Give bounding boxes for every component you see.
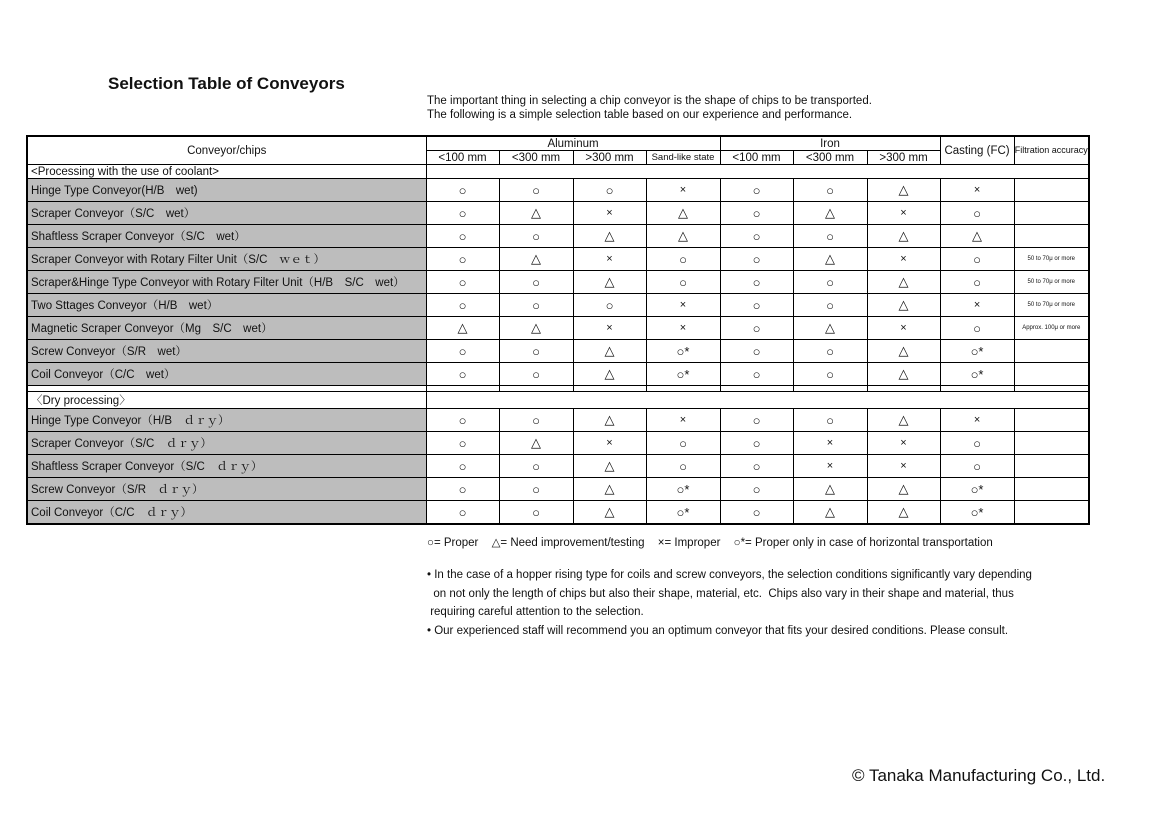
- rating-cell: △: [867, 363, 940, 386]
- rating-cell: ○: [720, 409, 793, 432]
- rating-cell: ○: [940, 271, 1014, 294]
- table-row: [27, 294, 1089, 317]
- rating-cell: ○: [793, 409, 867, 432]
- rating-cell: ×: [573, 317, 646, 340]
- table-row: [27, 409, 1089, 432]
- rating-cell: ○: [720, 478, 793, 501]
- rating-cell: △: [867, 501, 940, 525]
- rating-cell: ○: [426, 455, 499, 478]
- group-header-aluminum: Aluminum: [426, 136, 720, 151]
- rating-cell: ×: [940, 179, 1014, 202]
- filtration-cell: [1014, 340, 1089, 363]
- rating-cell: ○: [646, 432, 720, 455]
- table-row: [27, 225, 1089, 248]
- rating-cell: ○*: [940, 340, 1014, 363]
- section-blank: [426, 392, 1089, 409]
- rating-cell: ○: [720, 363, 793, 386]
- rating-cell: △: [499, 202, 573, 225]
- rating-cell: △: [499, 317, 573, 340]
- rating-cell: △: [867, 409, 940, 432]
- rating-cell: △: [793, 202, 867, 225]
- page-title: Selection Table of Conveyors: [108, 74, 345, 93]
- table-row: [27, 248, 1089, 271]
- rating-cell: ○: [426, 501, 499, 525]
- table-row: [27, 271, 1089, 294]
- rating-cell: ○: [499, 225, 573, 248]
- rating-cell: ○: [720, 455, 793, 478]
- intro-line: The following is a simple selection table based on our experience and performance.: [427, 108, 853, 121]
- subheader: <100 mm: [720, 151, 793, 165]
- rating-cell: ×: [867, 432, 940, 455]
- rating-cell: ○: [940, 317, 1014, 340]
- rating-cell: △: [867, 225, 940, 248]
- rating-cell: ○: [646, 455, 720, 478]
- rating-cell: ○*: [940, 478, 1014, 501]
- conveyor-name: Screw Conveyor（S/R ｄｒｙ）: [27, 478, 426, 501]
- rating-cell: ○: [720, 294, 793, 317]
- rating-cell: ×: [867, 248, 940, 271]
- rating-cell: △: [940, 225, 1014, 248]
- rating-cell: △: [867, 179, 940, 202]
- conveyor-name: Screw Conveyor（S/R wet）: [27, 340, 426, 363]
- conveyor-name: Shaftless Scraper Conveyor（S/C wet）: [27, 225, 426, 248]
- filtration-cell: [1014, 478, 1089, 501]
- rating-cell: ×: [940, 409, 1014, 432]
- rating-cell: ×: [646, 294, 720, 317]
- legend-need-improvement: △= Need improvement/testing: [491, 537, 645, 549]
- conveyor-name: Scraper Conveyor with Rotary Filter Unit（S/C ｗｅｔ）: [27, 248, 426, 271]
- rating-cell: △: [499, 432, 573, 455]
- rating-cell: ○: [426, 271, 499, 294]
- conveyor-name: Hinge Type Conveyor(H/B wet): [27, 179, 426, 202]
- rating-cell: △: [793, 248, 867, 271]
- legend-improper: ×= Improper: [657, 537, 721, 549]
- conveyor-name: Scraper Conveyor（S/C wet）: [27, 202, 426, 225]
- filtration-cell: [1014, 501, 1089, 525]
- table-row: [27, 179, 1089, 202]
- rating-cell: △: [573, 225, 646, 248]
- rating-cell: ○: [499, 340, 573, 363]
- corner-header: Conveyor/chips: [27, 136, 426, 165]
- rating-cell: ○: [793, 271, 867, 294]
- filtration-cell: Approx. 100μ or more: [1014, 317, 1089, 340]
- rating-cell: ○: [940, 248, 1014, 271]
- rating-cell: ○: [793, 340, 867, 363]
- section-label: <Processing with the use of coolant>: [27, 165, 426, 179]
- rating-cell: ○: [426, 179, 499, 202]
- rating-cell: ×: [940, 294, 1014, 317]
- table-row: [27, 317, 1089, 340]
- rating-cell: ×: [867, 202, 940, 225]
- table-body: [27, 165, 1089, 525]
- rating-cell: ○: [499, 294, 573, 317]
- rating-cell: ○: [426, 478, 499, 501]
- rating-cell: △: [499, 248, 573, 271]
- filtration-cell: [1014, 455, 1089, 478]
- rating-cell: ○*: [940, 501, 1014, 525]
- rating-cell: ○: [426, 225, 499, 248]
- subheader: <100 mm: [426, 151, 499, 165]
- section-blank: [426, 165, 1089, 179]
- filtration-cell: [1014, 409, 1089, 432]
- rating-cell: ×: [573, 432, 646, 455]
- rating-cell: △: [793, 478, 867, 501]
- legend-horizontal-only: ○*= Proper only in case of horizontal transportation: [733, 537, 993, 549]
- rating-cell: ○: [720, 432, 793, 455]
- rating-cell: ○: [720, 317, 793, 340]
- table-row: [27, 478, 1089, 501]
- rating-cell: ○: [720, 179, 793, 202]
- rating-cell: ×: [573, 248, 646, 271]
- conveyor-name: Hinge Type Conveyor（H/B ｄｒｙ）: [27, 409, 426, 432]
- conveyor-name: Shaftless Scraper Conveyor（S/C ｄｒｙ）: [27, 455, 426, 478]
- rating-cell: ○: [720, 271, 793, 294]
- rating-cell: ○: [793, 294, 867, 317]
- rating-cell: ×: [867, 455, 940, 478]
- rating-cell: ○: [573, 179, 646, 202]
- rating-cell: △: [426, 317, 499, 340]
- rating-cell: ○: [646, 271, 720, 294]
- rating-cell: ○: [646, 248, 720, 271]
- conveyor-name: Two Sttages Conveyor（H/B wet）: [27, 294, 426, 317]
- rating-cell: ○: [573, 294, 646, 317]
- legend: [427, 535, 1003, 549]
- note-line: • Our experienced staff will recommend you an optimum conveyor that fits your desired conditions. Please consult.: [427, 624, 1009, 637]
- group-header-iron: Iron: [720, 136, 940, 151]
- copyright: © Tanaka Manufacturing Co., Ltd.: [852, 766, 1106, 785]
- rating-cell: △: [867, 340, 940, 363]
- filtration-cell: [1014, 225, 1089, 248]
- conveyor-name: Scraper&Hinge Type Conveyor with Rotary Filter Unit（H/B S/C wet）: [27, 271, 426, 294]
- rating-cell: ○: [499, 363, 573, 386]
- rating-cell: △: [573, 478, 646, 501]
- section-label: 〈Dry processing〉: [27, 392, 426, 409]
- table-row: [27, 501, 1089, 525]
- legend-proper: ○= Proper: [427, 537, 479, 549]
- rating-cell: ○: [499, 501, 573, 525]
- table-row: [27, 455, 1089, 478]
- rating-cell: △: [867, 294, 940, 317]
- rating-cell: ○: [720, 202, 793, 225]
- rating-cell: ○: [426, 432, 499, 455]
- note-line: on not only the length of chips but also their shape, material, etc. Chips also vary in their shape and material, thus: [427, 587, 1014, 600]
- subheader: Sand-like state: [646, 151, 720, 165]
- rating-cell: ×: [646, 409, 720, 432]
- group-header-filtration: Filtration accuracy: [1014, 136, 1089, 165]
- rating-cell: ○: [426, 202, 499, 225]
- rating-cell: ○: [426, 409, 499, 432]
- group-header-casting: Casting (FC): [940, 136, 1014, 165]
- conveyor-name: Coil Conveyor（C/C wet）: [27, 363, 426, 386]
- filtration-cell: 50 to 70μ or more: [1014, 248, 1089, 271]
- rating-cell: ×: [573, 202, 646, 225]
- rating-cell: ○: [940, 432, 1014, 455]
- rating-cell: ○: [793, 179, 867, 202]
- rating-cell: ○*: [940, 363, 1014, 386]
- rating-cell: ○: [499, 478, 573, 501]
- rating-cell: ○: [426, 363, 499, 386]
- rating-cell: ○: [793, 225, 867, 248]
- conveyor-name: Scraper Conveyor（S/C ｄｒｙ）: [27, 432, 426, 455]
- rating-cell: ○: [793, 363, 867, 386]
- table-row: [27, 340, 1089, 363]
- table-row: [27, 363, 1089, 386]
- selection-table: [26, 135, 1090, 525]
- note-line: • In the case of a hopper rising type for coils and screw conveyors, the selection conditions significantly vary depending: [427, 569, 1032, 581]
- rating-cell: ○: [499, 455, 573, 478]
- rating-cell: △: [793, 501, 867, 525]
- rating-cell: ×: [793, 432, 867, 455]
- rating-cell: △: [573, 409, 646, 432]
- rating-cell: ○: [426, 340, 499, 363]
- notes: [427, 566, 1067, 640]
- filtration-cell: [1014, 202, 1089, 225]
- subheader: <300 mm: [793, 151, 867, 165]
- rating-cell: ○: [720, 225, 793, 248]
- rating-cell: △: [867, 478, 940, 501]
- rating-cell: △: [646, 202, 720, 225]
- subheader: >300 mm: [573, 151, 646, 165]
- rating-cell: ○: [940, 455, 1014, 478]
- filtration-cell: [1014, 363, 1089, 386]
- rating-cell: ○: [720, 248, 793, 271]
- subheader: >300 mm: [867, 151, 940, 165]
- rating-cell: ×: [646, 317, 720, 340]
- rating-cell: ○: [499, 271, 573, 294]
- rating-cell: △: [573, 340, 646, 363]
- rating-cell: ○*: [646, 501, 720, 525]
- rating-cell: ○*: [646, 478, 720, 501]
- rating-cell: △: [573, 271, 646, 294]
- rating-cell: △: [793, 317, 867, 340]
- conveyor-name: Magnetic Scraper Conveyor（Mg S/C wet）: [27, 317, 426, 340]
- rating-cell: △: [573, 363, 646, 386]
- conveyor-name: Coil Conveyor（C/C ｄｒｙ）: [27, 501, 426, 525]
- subheader: <300 mm: [499, 151, 573, 165]
- rating-cell: ×: [867, 317, 940, 340]
- filtration-cell: 50 to 70μ or more: [1014, 294, 1089, 317]
- table-row: [27, 432, 1089, 455]
- rating-cell: △: [867, 271, 940, 294]
- intro-line: The important thing in selecting a chip conveyor is the shape of chips to be transported.: [427, 95, 872, 107]
- section-header-row: [27, 392, 1089, 409]
- rating-cell: △: [646, 225, 720, 248]
- rating-cell: ○: [426, 248, 499, 271]
- rating-cell: ○*: [646, 363, 720, 386]
- rating-cell: ×: [646, 179, 720, 202]
- rating-cell: △: [573, 501, 646, 525]
- rating-cell: ○: [940, 202, 1014, 225]
- table-row: [27, 202, 1089, 225]
- filtration-cell: [1014, 179, 1089, 202]
- rating-cell: ○: [499, 409, 573, 432]
- rating-cell: ○: [720, 340, 793, 363]
- rating-cell: ○*: [646, 340, 720, 363]
- note-line: requiring careful attention to the selection.: [427, 606, 644, 618]
- rating-cell: ○: [720, 501, 793, 525]
- rating-cell: ○: [426, 294, 499, 317]
- filtration-cell: 50 to 70μ or more: [1014, 271, 1089, 294]
- filtration-cell: [1014, 432, 1089, 455]
- rating-cell: △: [573, 455, 646, 478]
- rating-cell: ×: [793, 455, 867, 478]
- rating-cell: ○: [499, 179, 573, 202]
- intro-text: [427, 95, 872, 122]
- section-header-row: [27, 165, 1089, 179]
